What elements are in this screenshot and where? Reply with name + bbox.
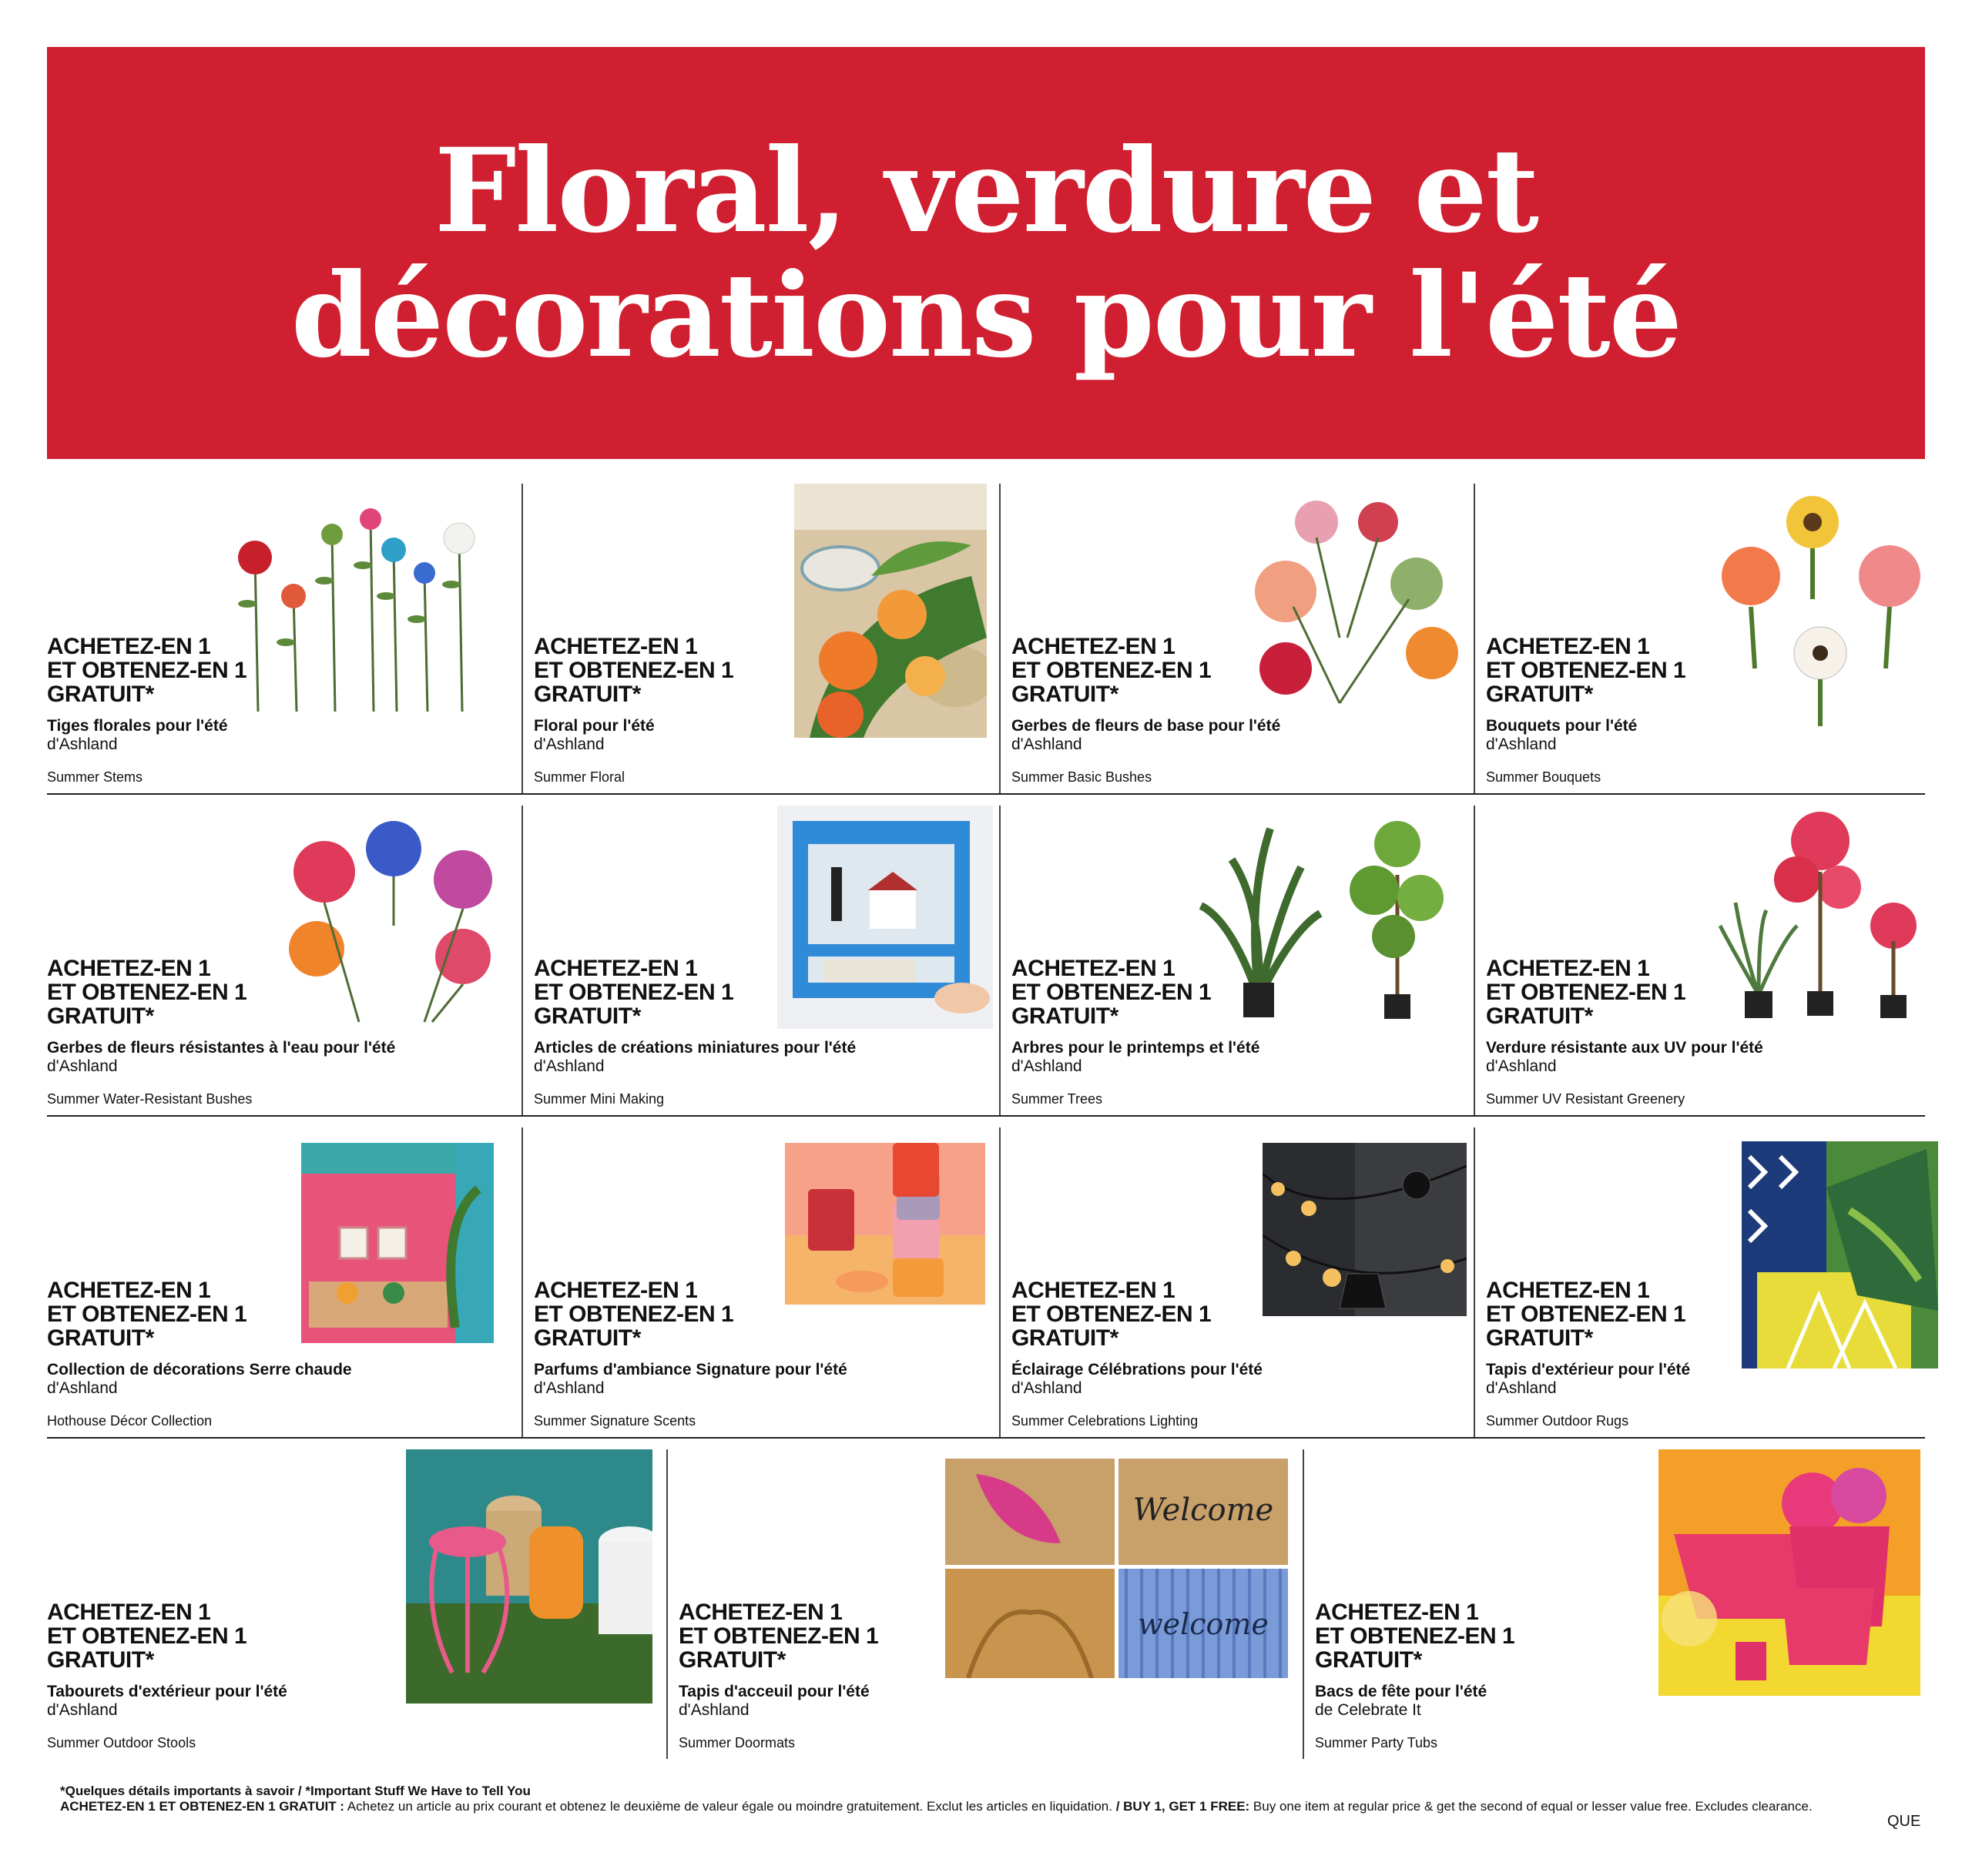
product-brand: d'Ashland [47,735,118,753]
row-divider [47,1115,1925,1117]
doormats-image [945,1459,1288,1678]
promo-line-2: ET OBTENEZ-EN 1 [47,1623,247,1649]
product-english-name: Summer UV Resistant Greenery [1486,1091,1685,1107]
potted-trees-image [1186,813,1463,1021]
promo-line-2: ET OBTENEZ-EN 1 [1011,1301,1212,1327]
product-name: Arbres pour le printemps et l'été [1011,1039,1260,1057]
hothouse-room-image [301,1143,494,1343]
bouquets-image [1712,491,1928,730]
row-divider [47,793,1925,795]
promo-line-3: GRATUIT* [1486,1003,1593,1029]
promo-line-2: ET OBTENEZ-EN 1 [534,980,734,1005]
product-name: Tapis d'acceuil pour l'été [679,1683,870,1700]
promo-line-1: ACHETEZ-EN 1 [679,1600,843,1625]
product-english-name: Summer Floral [534,769,625,785]
promo-label [534,1278,733,1350]
promo-line-1: ACHETEZ-EN 1 [534,956,698,981]
product-row [47,806,1925,1115]
promo-line-2: ET OBTENEZ-EN 1 [1011,980,1212,1005]
product-name: Bouquets pour l'été [1486,717,1638,735]
product-card[interactable] [522,1127,999,1437]
promo-line-2: ET OBTENEZ-EN 1 [47,1301,247,1327]
promo-line-1: ACHETEZ-EN 1 [534,634,698,659]
promo-line-1: ACHETEZ-EN 1 [47,634,211,659]
promo-line-1: ACHETEZ-EN 1 [1011,1278,1175,1303]
product-brand: d'Ashland [1486,1057,1557,1075]
title-line-1: Floral, verdure et [434,122,1538,259]
product-english-name: Summer Basic Bushes [1011,769,1152,785]
product-name: Floral pour l'été [534,717,655,735]
product-english-name: Summer Party Tubs [1315,1735,1438,1750]
promo-label [47,956,246,1028]
promo-line-3: GRATUIT* [679,1647,786,1673]
row-divider [47,1437,1925,1439]
product-name: Tapis d'extérieur pour l'été [1486,1361,1691,1379]
product-card[interactable] [522,484,999,793]
region-code: QUE [1887,1813,1921,1830]
product-card[interactable] [47,806,522,1115]
product-card[interactable] [1474,806,1925,1115]
promo-label [1011,956,1211,1028]
promo-line-1: ACHETEZ-EN 1 [47,956,211,981]
promo-line-3: GRATUIT* [534,1003,641,1029]
product-card[interactable] [522,806,999,1115]
promo-line-1: ACHETEZ-EN 1 [47,1278,211,1303]
product-name: Bacs de fête pour l'été [1315,1683,1487,1700]
product-brand: d'Ashland [47,1379,118,1397]
promo-label [534,635,733,706]
promo-line-3: GRATUIT* [1011,1325,1118,1351]
promo-label [1486,635,1685,706]
product-brand: d'Ashland [47,1701,118,1719]
promo-line-3: GRATUIT* [534,682,641,707]
promo-line-3: GRATUIT* [534,1325,641,1351]
footer-bold-fr: ACHETEZ-EN 1 ET OBTENEZ-EN 1 GRATUIT : [60,1799,344,1814]
product-name: Verdure résistante aux UV pour l'été [1486,1039,1763,1057]
product-row [47,1127,1925,1437]
flower-stems-image [224,504,486,719]
product-card[interactable] [999,806,1474,1115]
party-tubs-image [1658,1449,1920,1696]
promo-line-2: ET OBTENEZ-EN 1 [534,658,734,683]
footer-text-en: Buy one item at regular price & get the second of equal or lesser value free. Excludes clearance. [1249,1799,1813,1814]
promo-label [534,956,733,1028]
product-card[interactable] [47,484,522,793]
product-name: Articles de créations miniatures pour l'été [534,1039,857,1057]
product-english-name: Summer Outdoor Stools [47,1735,196,1750]
promo-label [1011,635,1211,706]
uv-greenery-image [1712,810,1943,1026]
promo-label [1011,1278,1211,1350]
footer-text-fr: Achetez un article au prix courant et obtenez le deuxième de valeur égale ou moindre gratuitement. Exclut les articles en liquidation. [344,1799,1116,1814]
promo-label [1486,1278,1685,1350]
product-brand: d'Ashland [1011,1379,1082,1397]
product-english-name: Hothouse Décor Collection [47,1413,213,1429]
promo-line-2: ET OBTENEZ-EN 1 [47,658,247,683]
product-name: Parfums d'ambiance Signature pour l'été [534,1361,847,1379]
promo-line-1: ACHETEZ-EN 1 [47,1600,211,1625]
miniature-diorama-image [777,806,993,1029]
product-brand: d'Ashland [1486,1379,1557,1397]
product-card[interactable] [1303,1449,1925,1759]
product-english-name: Summer Bouquets [1486,769,1601,785]
product-english-name: Summer Signature Scents [534,1413,696,1429]
product-name: Éclairage Célébrations pour l'été [1011,1361,1263,1379]
product-row [47,484,1925,793]
promo-line-3: GRATUIT* [47,1003,154,1029]
product-english-name: Summer Doormats [679,1735,796,1750]
product-english-name: Summer Mini Making [534,1091,665,1107]
product-card[interactable] [999,484,1474,793]
promo-line-1: ACHETEZ-EN 1 [1486,956,1650,981]
promo-label [47,1278,246,1350]
doormat-welcome-1: Welcome [1132,1492,1274,1528]
promo-line-1: ACHETEZ-EN 1 [1011,956,1175,981]
product-name: Gerbes de fleurs résistantes à l'eau pour l'été [47,1039,396,1057]
promo-label [47,1600,246,1672]
legal-footer [60,1784,1878,1814]
product-english-name: Summer Trees [1011,1091,1103,1107]
promo-line-3: GRATUIT* [47,682,154,707]
product-brand: d'Ashland [1011,1057,1082,1075]
product-english-name: Summer Outdoor Rugs [1486,1413,1629,1429]
product-card[interactable] [1474,1127,1925,1437]
outdoor-rugs-image [1742,1141,1938,1368]
product-card[interactable] [999,1127,1474,1437]
promo-line-2: ET OBTENEZ-EN 1 [47,980,247,1005]
product-card[interactable] [47,1127,522,1437]
promo-line-3: GRATUIT* [1011,1003,1118,1029]
product-brand: d'Ashland [534,735,605,753]
promo-line-2: ET OBTENEZ-EN 1 [1486,980,1686,1005]
header-banner [47,47,1925,459]
flower-bushes-image [1224,499,1471,707]
water-resistant-bushes-image [278,818,494,1026]
promo-line-1: ACHETEZ-EN 1 [534,1278,698,1303]
promo-line-1: ACHETEZ-EN 1 [1011,634,1175,659]
product-brand: d'Ashland [1011,735,1082,753]
product-brand: d'Ashland [679,1701,750,1719]
footer-bold-en: / BUY 1, GET 1 FREE: [1115,1799,1250,1814]
promo-label [1486,956,1685,1028]
product-brand: d'Ashland [1486,735,1557,753]
product-brand: d'Ashland [47,1057,118,1075]
promo-line-2: ET OBTENEZ-EN 1 [1011,658,1212,683]
title-line-2: décorations pour l'été [290,247,1682,384]
product-brand: d'Ashland [534,1379,605,1397]
product-name: Tabourets d'extérieur pour l'été [47,1683,287,1700]
product-name: Tiges florales pour l'été [47,717,228,735]
promo-line-2: ET OBTENEZ-EN 1 [1486,1301,1686,1327]
product-card[interactable] [666,1449,1303,1759]
promo-line-3: GRATUIT* [47,1647,154,1673]
promo-line-3: GRATUIT* [1315,1647,1422,1673]
string-lights-image [1263,1143,1467,1316]
promo-label [1315,1600,1514,1672]
promo-line-1: ACHETEZ-EN 1 [1315,1600,1479,1625]
product-card[interactable] [1474,484,1925,793]
product-english-name: Summer Celebrations Lighting [1011,1413,1199,1429]
promo-line-3: GRATUIT* [1486,682,1593,707]
promo-label [47,635,246,706]
product-name: Collection de décorations Serre chaude [47,1361,352,1379]
promo-line-2: ET OBTENEZ-EN 1 [1486,658,1686,683]
promo-line-2: ET OBTENEZ-EN 1 [679,1623,879,1649]
product-card[interactable] [47,1449,666,1759]
promo-label [679,1600,878,1672]
promo-line-1: ACHETEZ-EN 1 [1486,634,1650,659]
product-brand: d'Ashland [534,1057,605,1075]
promo-line-3: GRATUIT* [1011,682,1118,707]
promo-line-2: ET OBTENEZ-EN 1 [1315,1623,1515,1649]
product-name: Gerbes de fleurs de base pour l'été [1011,717,1281,735]
promo-line-2: ET OBTENEZ-EN 1 [534,1301,734,1327]
product-row [47,1449,1925,1759]
promo-line-1: ACHETEZ-EN 1 [1486,1278,1650,1303]
candles-image [785,1143,985,1305]
product-english-name: Summer Stems [47,769,143,785]
outdoor-stools-image [406,1449,652,1703]
footer-heading: *Quelques détails importants à savoir / *Important Stuff We Have to Tell You [60,1784,531,1798]
doormat-welcome-2: welcome [1138,1607,1269,1641]
product-brand: de Celebrate It [1315,1701,1421,1719]
orange-lily-arrangement-image [794,484,987,738]
product-english-name: Summer Water-Resistant Bushes [47,1091,253,1107]
page-title [290,122,1682,384]
promo-line-3: GRATUIT* [1486,1325,1593,1351]
promo-line-3: GRATUIT* [47,1325,154,1351]
